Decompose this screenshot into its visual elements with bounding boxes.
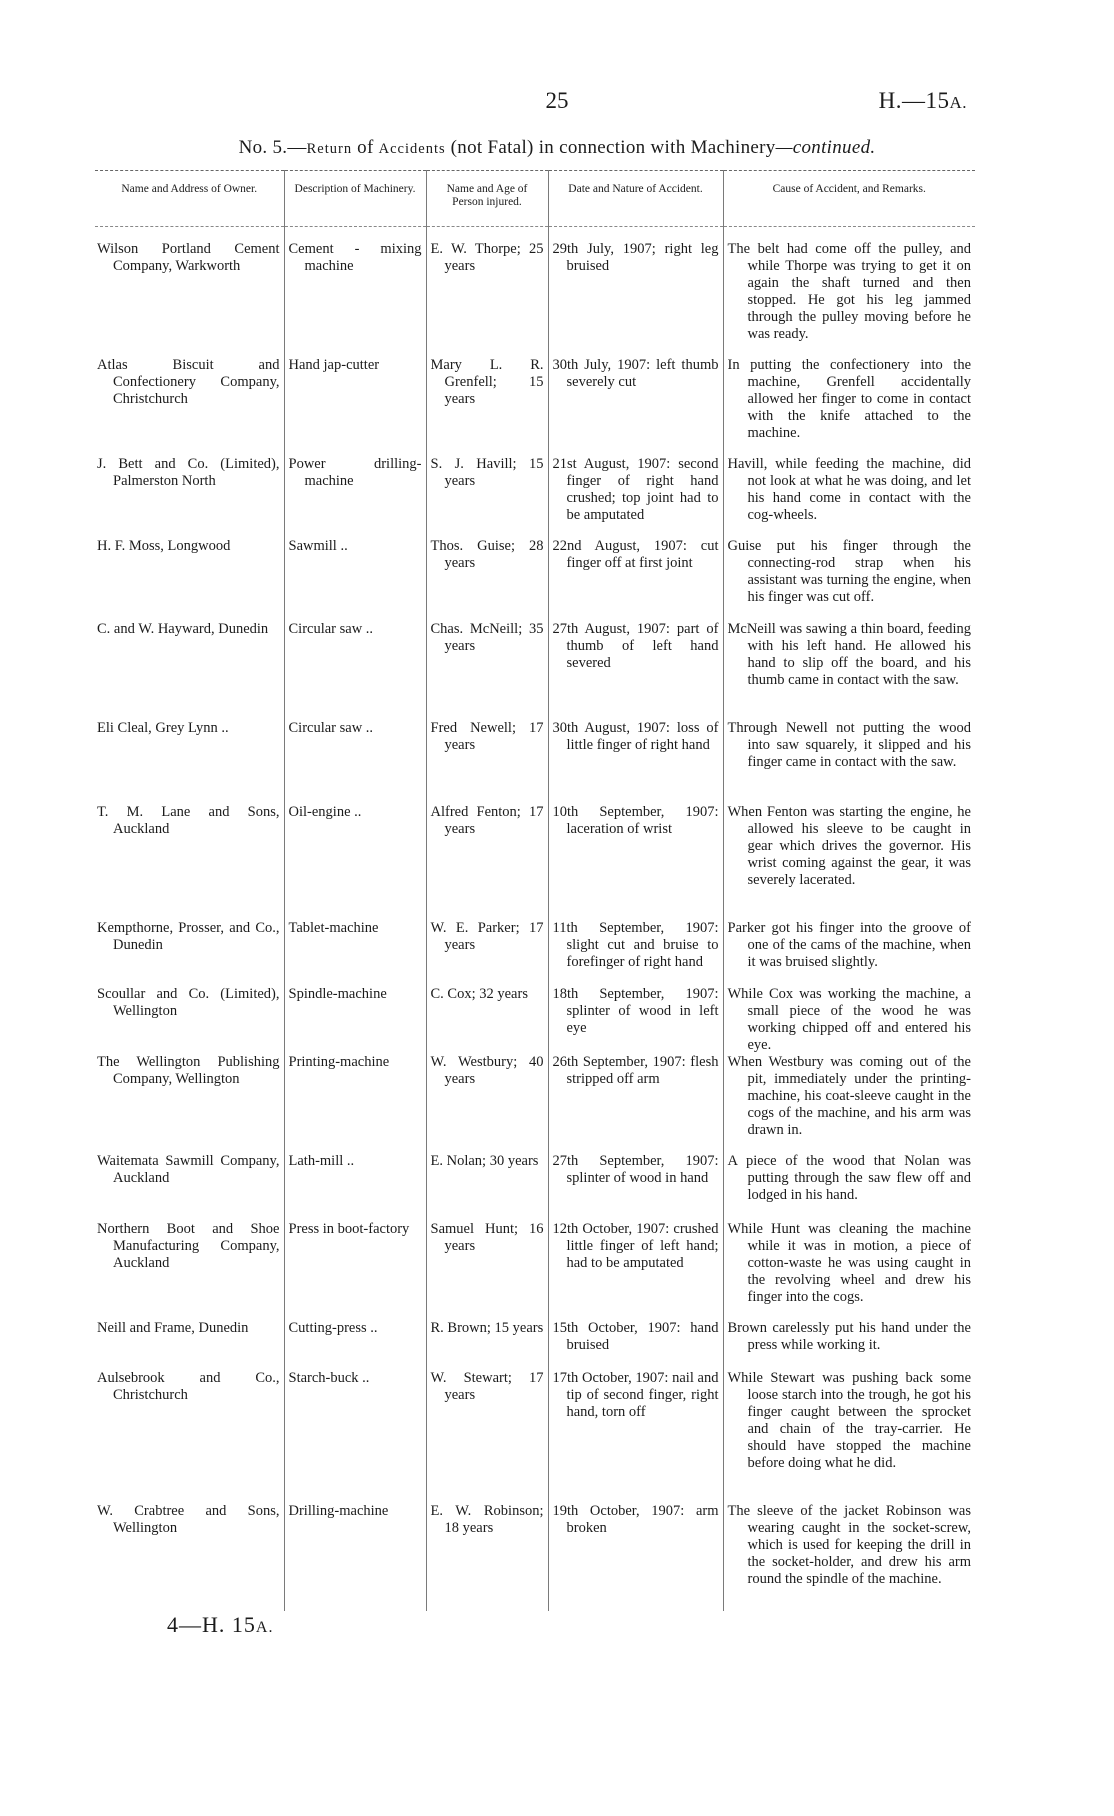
machinery-cell: Hand jap-cutter — [288, 357, 380, 373]
date-cell: 21st August, 1907: second finger of right hand crushed; top joint had to be amputated — [552, 456, 719, 523]
signature-mark — [167, 1612, 273, 1638]
table-row — [95, 1503, 975, 1611]
owner-cell: Eli Cleal, Grey Lynn .. — [97, 720, 229, 736]
date-cell: 30th August, 1907: loss of little finger of right hand — [552, 720, 719, 753]
page-title — [0, 137, 1114, 159]
date-cell: 11th September, 1907: slight cut and bruise to forefinger of right hand — [552, 920, 719, 970]
machinery-cell: Sawmill .. — [288, 538, 348, 554]
cause-cell: When Fenton was starting the engine, he allowed his sleeve to be caught in gear which drives the governor. His wrist coming against the gear, it was severely lacerated. — [727, 804, 971, 888]
person-cell: Samuel Hunt; 16 years — [430, 1221, 544, 1254]
table-row — [95, 538, 975, 621]
machinery-cell: Printing-machine — [288, 1054, 390, 1070]
person-cell: E. Nolan; 30 years — [430, 1153, 539, 1169]
date-cell: 10th September, 1907: laceration of wrist — [552, 804, 719, 837]
date-cell: 26th September, 1907: flesh stripped off arm — [552, 1054, 719, 1087]
cause-cell: Through Newell not putting the wood into saw squarely, it slipped and his finger came in contact with the saw. — [727, 720, 971, 770]
owner-cell: Waitemata Sawmill Company, Auckland — [97, 1153, 280, 1186]
date-cell: 15th October, 1907: hand bruised — [552, 1320, 719, 1353]
owner-cell: H. F. Moss, Longwood — [97, 538, 231, 554]
date-cell: 27th September, 1907: splinter of wood in hand — [552, 1153, 719, 1186]
date-cell: 29th July, 1907; right leg bruised — [552, 241, 719, 274]
table-row — [95, 1320, 975, 1370]
owner-cell: T. M. Lane and Sons, Auckland — [97, 804, 280, 837]
owner-cell: Neill and Frame, Dunedin — [97, 1320, 249, 1336]
page-number: 25 — [545, 88, 569, 113]
signature-mark-suffix: A. — [255, 1619, 274, 1636]
table-row — [95, 1370, 975, 1503]
machinery-cell: Cutting-press .. — [288, 1320, 378, 1336]
person-cell: R. Brown; 15 years — [430, 1320, 544, 1336]
title-of-word: of — [352, 137, 379, 158]
owner-cell: Atlas Biscuit and Confectionery Company, Christchurch — [97, 357, 280, 407]
person-cell: Chas. McNeill; 35 years — [430, 621, 544, 654]
cause-cell: In putting the confectionery into the machine, Grenfell accidentally allowed her finger to come in contact with the knife attached to the machine. — [727, 357, 971, 441]
cause-cell: McNeill was sawing a thin board, feeding with his left hand. He allowed his hand to slip off the board, and his thumb came in contact with the saw. — [727, 621, 971, 688]
column-header-machinery: Description of Machinery. — [284, 171, 426, 227]
machinery-cell: Power drilling-machine — [288, 456, 422, 489]
machinery-cell: Oil-engine .. — [288, 804, 362, 820]
person-cell: W. Stewart; 17 years — [430, 1370, 544, 1403]
table-row — [95, 357, 975, 456]
machinery-cell: Press in boot-factory — [288, 1221, 410, 1237]
document-code-suffix: A. — [949, 93, 967, 112]
owner-cell: J. Bett and Co. (Limited), Palmerston North — [97, 456, 280, 489]
owner-cell: Wilson Portland Cement Company, Warkworth — [97, 241, 280, 274]
person-cell: E. W. Robinson; 18 years — [430, 1503, 544, 1536]
machinery-cell: Cement - mixing machine — [288, 241, 422, 274]
date-cell: 19th October, 1907: arm broken — [552, 1503, 719, 1536]
title-accidents-word: Accidents — [378, 141, 446, 157]
cause-cell: Havill, while feeding the machine, did not look at what he was doing, and let his hand come in contact with the cog-wheels. — [727, 456, 971, 523]
machinery-cell: Starch-buck .. — [288, 1370, 370, 1386]
person-cell: W. Westbury; 40 years — [430, 1054, 544, 1087]
cause-cell: While Cox was working the machine, a small piece of the wood he was working chipped off and entered his eye. — [727, 986, 971, 1053]
person-cell: W. E. Parker; 17 years — [430, 920, 544, 953]
table-row — [95, 720, 975, 804]
table-row — [95, 1153, 975, 1221]
owner-cell: C. and W. Hayward, Dunedin — [97, 621, 269, 637]
machinery-cell: Circular saw .. — [288, 621, 374, 637]
machinery-cell: Drilling-machine — [288, 1503, 389, 1519]
date-cell: 22nd August, 1907: cut finger off at first joint — [552, 538, 719, 571]
cause-cell: The belt had come off the pulley, and while Thorpe was trying to get it on again the shaft turned and then stopped. He got his leg jammed through the pulley moving before he was ready. — [727, 241, 971, 342]
cause-cell: While Hunt was cleaning the machine while it was in motion, a piece of cotton-waste he was using caught in the revolving wheel and drew his finger into the cogs. — [727, 1221, 971, 1305]
owner-cell: Kempthorne, Prosser, and Co., Dunedin — [97, 920, 280, 953]
table-row — [95, 1054, 975, 1153]
document-code — [879, 88, 967, 114]
machinery-cell: Lath-mill .. — [288, 1153, 355, 1169]
document-code-main: H.—15 — [878, 88, 950, 113]
person-cell: Thos. Guise; 28 years — [430, 538, 544, 571]
machinery-cell: Circular saw .. — [288, 720, 374, 736]
owner-cell: Aulsebrook and Co., Christchurch — [97, 1370, 280, 1403]
cause-cell: Brown carelessly put his hand under the press while working it. — [727, 1320, 971, 1353]
person-cell: E. W. Thorpe; 25 years — [430, 241, 544, 274]
title-return-word: Return — [306, 141, 353, 157]
owner-cell: Scoullar and Co. (Limited), Wellington — [97, 986, 280, 1019]
cause-cell: The sleeve of the jacket Robinson was wearing caught in the socket-screw, which is used for keeping the drill in the socket-holder, and drew his arm round the spindle of the machine. — [727, 1503, 971, 1587]
table-row — [95, 920, 975, 986]
machinery-cell: Spindle-machine — [288, 986, 387, 1002]
table-row — [95, 986, 975, 1054]
person-cell: C. Cox; 32 years — [430, 986, 528, 1002]
date-cell: 27th August, 1907: part of thumb of left hand severed — [552, 621, 719, 671]
cause-cell: A piece of the wood that Nolan was putting through the saw flew off and lodged in his hand. — [727, 1153, 971, 1203]
cause-cell: When Westbury was coming out of the pit, immediately under the printing-machine, his coat-sleeve caught in the cogs of the machine, and his arm was drawn in. — [727, 1054, 971, 1138]
column-header-date: Date and Nature of Accident. — [548, 171, 723, 227]
column-header-person: Name and Age of Person injured. — [426, 171, 548, 227]
accidents-table — [95, 170, 975, 1611]
person-cell: Alfred Fenton; 17 years — [430, 804, 544, 837]
owner-cell: W. Crabtree and Sons, Wellington — [97, 1503, 280, 1536]
signature-mark-main: 4—H. 15 — [167, 1612, 256, 1637]
table-header-row — [95, 171, 975, 227]
date-cell: 18th September, 1907: splinter of wood in left eye — [552, 986, 719, 1036]
date-cell: 30th July, 1907: left thumb severely cut — [552, 357, 719, 390]
owner-cell: The Wellington Publishing Company, Wellington — [97, 1054, 280, 1087]
person-cell: S. J. Havill; 15 years — [430, 456, 544, 489]
column-header-owner: Name and Address of Owner. — [95, 171, 284, 227]
cause-cell: Guise put his finger through the connecting-rod strap when his assistant was turning the engine, when his finger was cut off. — [727, 538, 971, 605]
person-cell: Fred Newell; 17 years — [430, 720, 544, 753]
column-header-cause: Cause of Accident, and Remarks. — [723, 171, 975, 227]
table-row — [95, 241, 975, 357]
machinery-cell: Tablet-machine — [288, 920, 379, 936]
title-continued: —continued. — [775, 137, 876, 158]
table-row — [95, 1221, 975, 1320]
owner-cell: Northern Boot and Shoe Manufacturing Company, Auckland — [97, 1221, 280, 1271]
person-cell: Mary L. R. Grenfell; 15 years — [430, 357, 544, 407]
cause-cell: Parker got his finger into the groove of one of the cams of the machine, when it was bruised slightly. — [727, 920, 971, 970]
cause-cell: While Stewart was pushing back some loose starch into the trough, he got his finger caught between the sprocket and chain of the tray-carrier. He should have stopped the machine before doing what he did. — [727, 1370, 971, 1471]
table-row — [95, 621, 975, 720]
date-cell: 12th October, 1907: crushed little finger of left hand; had to be amputated — [552, 1221, 719, 1271]
date-cell: 17th October, 1907: nail and tip of second finger, right hand, torn off — [552, 1370, 719, 1420]
title-middle: (not Fatal) in connection with Machinery — [445, 137, 776, 158]
table-row — [95, 456, 975, 538]
title-prefix: No. 5.— — [238, 137, 307, 158]
table-row — [95, 804, 975, 920]
